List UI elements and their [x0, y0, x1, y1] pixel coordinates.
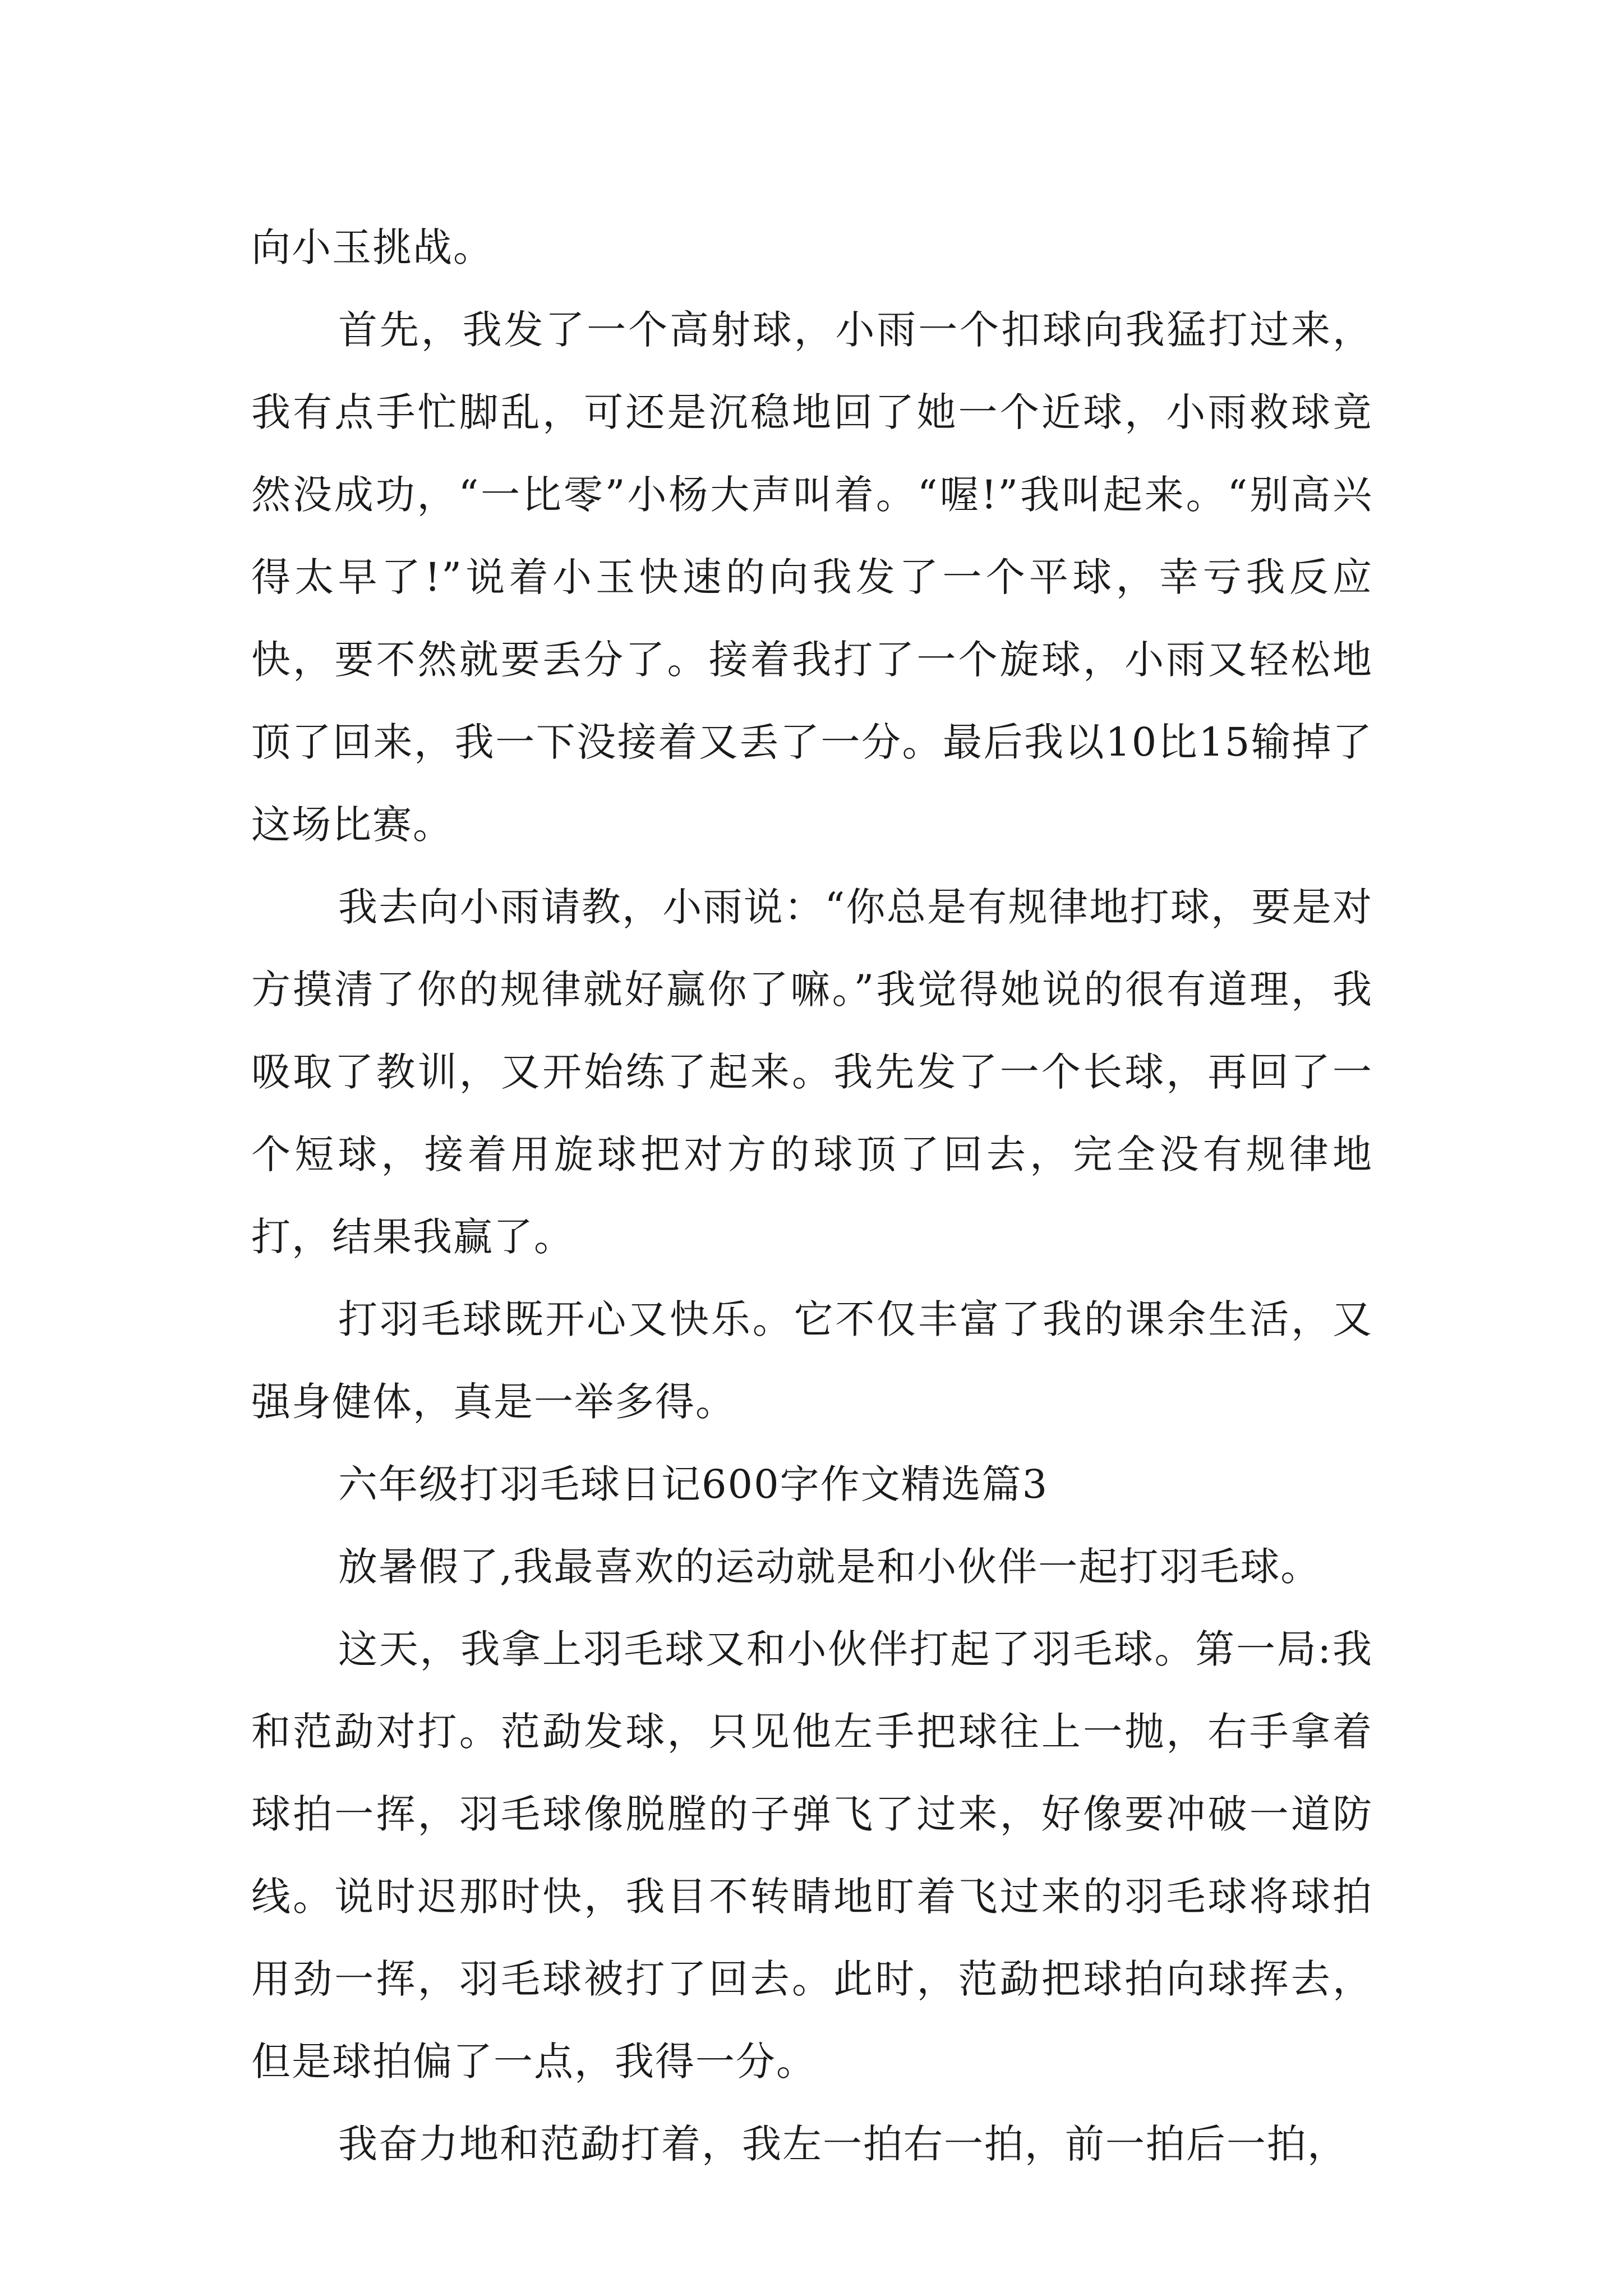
paragraph-3: 我去向小雨请教，小雨说：“你总是有规律地打球，要是对方摸清了你的规律就好赢你了嘛。”我觉得她说的很有道理，我吸取了教训，又开始练了起来。我先发了一个长球，再回了一个短球，接着用旋球把对方的球顶了回去，完全没有规律地打，结果我赢了。: [251, 884, 1373, 1260]
paragraph-1: 向小玉挑战。: [251, 224, 494, 270]
paragraph-7: 我奋力地和范勐打着，我左一拍右一拍，前一拍后一拍，: [338, 2121, 1348, 2167]
paragraph-4: 打羽毛球既开心又快乐。它不仅丰富了我的课余生活，又强身健体，真是一举多得。: [251, 1296, 1373, 1425]
section-heading: 六年级打羽毛球日记600字作文精选篇3: [338, 1461, 1049, 1507]
paragraph-6: 这天，我拿上羽毛球又和小伙伴打起了羽毛球。第一局:我和范勐对打。范勐发球，只见他左手把球往上一抛，右手拿着球拍一挥，羽毛球像脱膛的子弹飞了过来，好像要冲破一道防线。说时迟那时快，我目不转睛地盯着飞过来的羽毛球将球拍用劲一挥，羽毛球被打了回去。此时，范勐把球拍向球挥去，但是球拍偏了一点，我得一分。: [251, 1626, 1373, 2085]
paragraph-2: 首先，我发了一个高射球，小雨一个扣球向我猛打过来，我有点手忙脚乱，可还是沉稳地回了她一个近球，小雨救球竟然没成功，“一比零”小杨大声叫着。“喔!”我叫起来。“别高兴得太早了!”说着小玉快速的向我发了一个平球，幸亏我反应快，要不然就要丢分了。接着我打了一个旋球，小雨又轻松地顶了回来，我一下没接着又丢了一分。最后我以10比15输掉了这场比赛。: [251, 307, 1373, 848]
paragraph-5: 放暑假了,我最喜欢的运动就是和小伙伴一起打羽毛球。: [338, 1544, 1321, 1590]
document-body: [251, 206, 1373, 2185]
